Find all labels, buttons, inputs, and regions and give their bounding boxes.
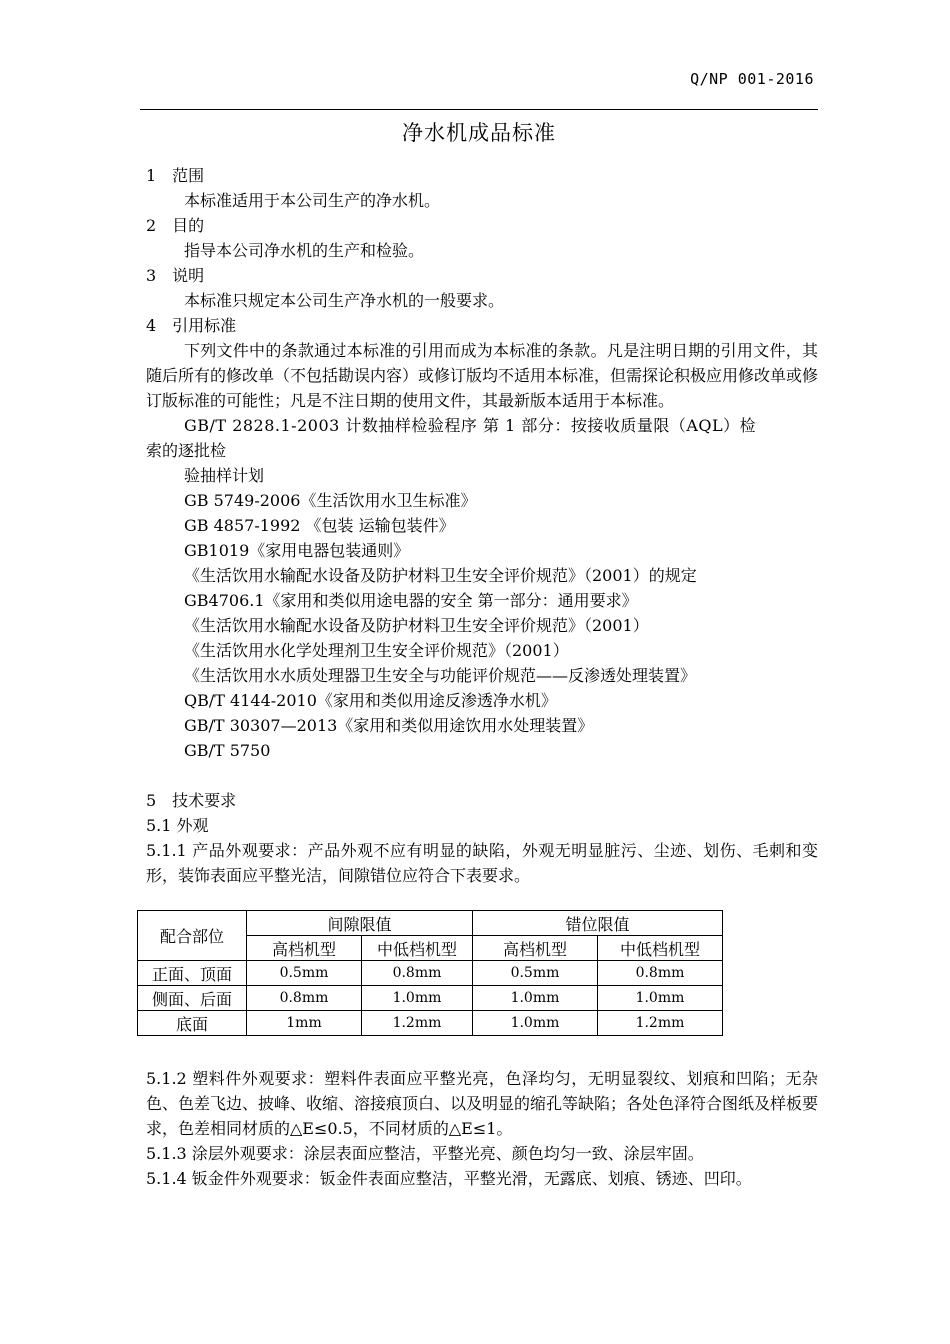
cell-offset-mid: 0.8mm (598, 961, 723, 986)
appearance-requirements (146, 1066, 818, 1191)
header-offset: 错位限值 (473, 911, 723, 936)
cell-gap-mid: 1.2mm (362, 1011, 473, 1036)
row-part: 底面 (138, 1011, 247, 1036)
header-part: 配合部位 (138, 911, 247, 961)
reference-item: GB 5749-2006《生活饮用水卫生标准》 (184, 491, 477, 510)
section-2-text: 指导本公司净水机的生产和检验。 (184, 241, 425, 260)
cell-gap-high: 1mm (247, 1011, 362, 1036)
header-rule (140, 109, 818, 110)
section-5-1-heading: 5.1 外观 (146, 816, 209, 835)
cell-offset-high: 1.0mm (473, 986, 598, 1011)
reference-item: 《生活饮用水输配水设备及防护材料卫生安全评价规范》（2001）的规定 (184, 566, 697, 585)
section-4-intro: 下列文件中的条款通过本标准的引用而成为本标准的条款。凡是注明日期的引用文件，其随后所有的修改单（不包括勘误内容）或修订版均不适用本标准，但需探论积极应用修改单或修订版标准的可能性；凡是不注日期的使用文件，其最新版本适用于本标准。 (146, 341, 819, 410)
gap-offset-table (137, 910, 723, 1036)
cell-offset-high: 0.5mm (473, 961, 598, 986)
section-1-text: 本标准适用于本公司生产的净水机。 (184, 191, 441, 210)
section-3-heading: 3 说明 (146, 266, 205, 285)
reference-item: 《生活饮用水水质处理器卫生安全与功能评价规范——反渗透处理装置》 (184, 666, 697, 685)
table-header-row (138, 911, 723, 936)
reference-item: GB 4857-1992 《包装 运输包装件》 (184, 516, 455, 535)
section-5-1-3-text: 5.1.3 涂层外观要求：涂层表面应整洁，平整光亮、颜色均匀一致、涂层牢固。 (146, 1144, 704, 1163)
cell-offset-mid: 1.0mm (598, 986, 723, 1011)
section-5-1-4-text: 5.1.4 钣金件外观要求：钣金件表面应整洁，平整光滑，无露底、划痕、锈迹、凹印。 (146, 1169, 752, 1188)
row-part: 正面、顶面 (138, 961, 247, 986)
section-3-text: 本标准只规定本公司生产净水机的一般要求。 (184, 291, 505, 310)
reference-item: GB/T 5750 (184, 741, 271, 760)
blank-line (146, 763, 818, 788)
row-part: 侧面、后面 (138, 986, 247, 1011)
reference-gbt2828-line1: GB/T 2828.1-2003 计数抽样检验程序 第 1 部分：按接收质量限（AQL）检 (184, 416, 757, 435)
cell-offset-mid: 1.2mm (598, 1011, 723, 1036)
reference-item: 《生活饮用水输配水设备及防护材料卫生安全评价规范》（2001） (184, 616, 649, 635)
cell-gap-high: 0.8mm (247, 986, 362, 1011)
section-5-1-1-text: 5.1.1 产品外观要求：产品外观不应有明显的缺陷，外观无明显脏污、尘迹、划伤、毛刺和变形，装饰表面应平整光洁，间隙错位应符合下表要求。 (146, 841, 818, 885)
section-2-heading: 2 目的 (146, 216, 205, 235)
table-row (138, 961, 723, 986)
section-5-heading: 5 技术要求 (146, 791, 237, 810)
reference-gbt2828-line2: 索的逐批检 (146, 441, 227, 460)
table-row (138, 1011, 723, 1036)
section-1-heading: 1 范围 (146, 166, 205, 185)
reference-gbt2828-line3: 验抽样计划 (184, 466, 265, 485)
subheader-gap-mid: 中低档机型 (362, 936, 473, 961)
header-gap: 间隙限值 (247, 911, 473, 936)
cell-gap-mid: 1.0mm (362, 986, 473, 1011)
document-body (146, 163, 818, 888)
subheader-offset-high: 高档机型 (473, 936, 598, 961)
section-5-1-2-text: 5.1.2 塑料件外观要求：塑料件表面应平整光亮，色泽均匀，无明显裂纹、划痕和凹陷；无杂色、色差飞边、披峰、收缩、溶接痕顶白、以及明显的缩孔等缺陷；各处色泽符合图纸及样板要求，色差相同材质的△E≤0.5，不同材质的△E≤1。 (146, 1069, 819, 1138)
cell-gap-high: 0.5mm (247, 961, 362, 986)
reference-item: 《生活饮用水化学处理剂卫生安全评价规范》（2001） (184, 641, 569, 660)
table-row (138, 986, 723, 1011)
reference-item: GB1019《家用电器包装通则》 (184, 541, 410, 560)
cell-offset-high: 1.0mm (473, 1011, 598, 1036)
reference-item: GB/T 30307—2013《家用和类似用途饮用水处理装置》 (184, 716, 594, 735)
document-title: 净水机成品标准 (402, 121, 556, 145)
reference-item: GB4706.1《家用和类似用途电器的安全 第一部分：通用要求》 (184, 591, 638, 610)
section-4-heading: 4 引用标准 (146, 316, 237, 335)
subheader-offset-mid: 中低档机型 (598, 936, 723, 961)
reference-item: QB/T 4144-2010《家用和类似用途反渗透净水机》 (184, 691, 557, 710)
cell-gap-mid: 0.8mm (362, 961, 473, 986)
subheader-gap-high: 高档机型 (247, 936, 362, 961)
document-code: Q/NP 001-2016 (690, 70, 814, 88)
